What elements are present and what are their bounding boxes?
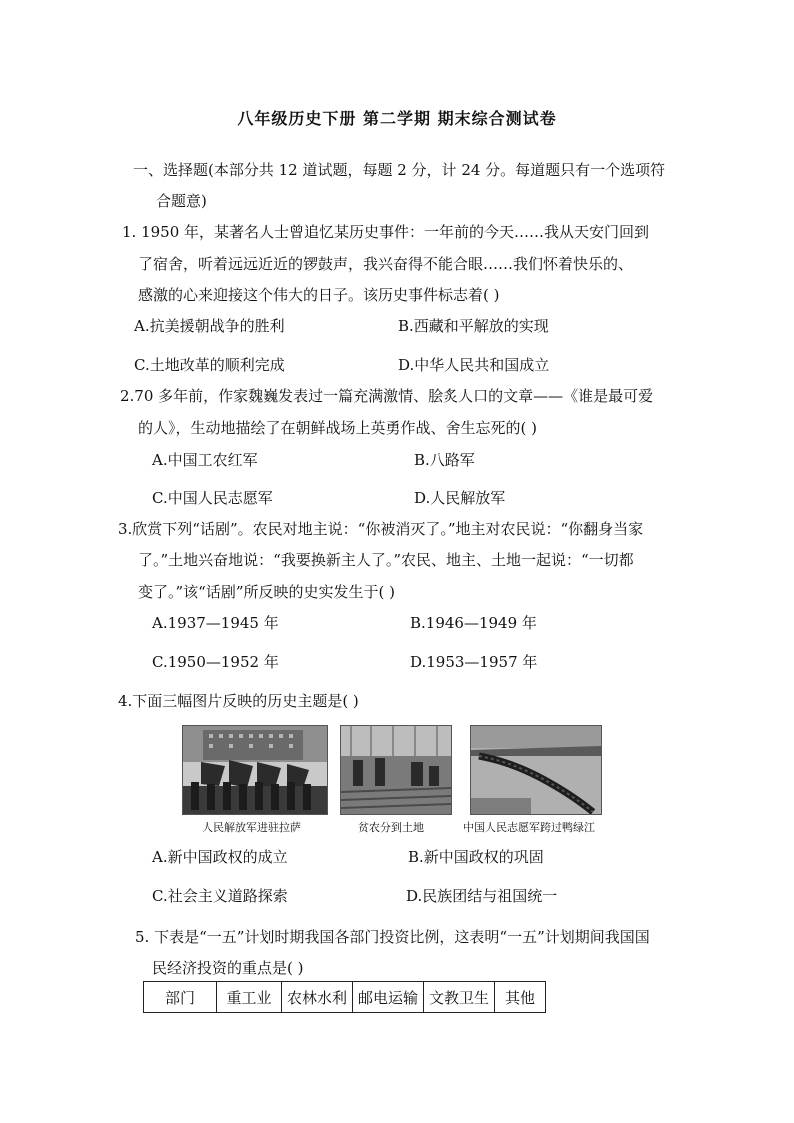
table-header-cell: 其他 bbox=[495, 982, 546, 1013]
photo-caption-1: 人民解放军进驻拉萨 bbox=[202, 821, 301, 834]
photo-caption-3: 中国人民志愿军跨过鸭绿江 bbox=[463, 821, 595, 834]
q2-option-b: B.八路军 bbox=[414, 451, 475, 469]
q1-option-b: B.西藏和平解放的实现 bbox=[398, 317, 549, 335]
q2-option-d: D.人民解放军 bbox=[414, 489, 506, 507]
q3-stem-line2: 了。”土地兴奋地说：“我要换新主人了。”农民、地主、土地一起说：“一切都 bbox=[138, 551, 634, 569]
q2-option-a: A.中国工农红军 bbox=[152, 451, 258, 469]
q4-option-d: D.民族团结与祖国统一 bbox=[406, 887, 558, 905]
q4-option-c: C.社会主义道路探索 bbox=[152, 887, 288, 905]
section-heading-cont: 合题意) bbox=[156, 192, 207, 210]
table-header-cell: 重工业 bbox=[217, 982, 282, 1013]
q3-stem-line1: 3.欣赏下列“话剧”。农民对地主说：“你被消灭了。”地主对农民说：“你翻身当家 bbox=[118, 520, 644, 538]
section-heading: 一、选择题(本部分共 12 道试题，每题 2 分，计 24 分。每道题只有一个选项符 bbox=[133, 161, 666, 179]
q4-option-a: A.新中国政权的成立 bbox=[152, 848, 288, 866]
table-header-cell: 文教卫生 bbox=[424, 982, 495, 1013]
investment-table bbox=[143, 981, 546, 1013]
q5-stem-line2: 民经济投资的重点是( ) bbox=[152, 959, 304, 977]
q1-stem-line1: 1. 1950 年，某著名人士曾追忆某历史事件：一年前的今天……我从天安门回到 bbox=[122, 223, 650, 241]
q1-stem-line2: 了宿舍，听着远远近近的锣鼓声，我兴奋得不能合眼……我们怀着快乐的、 bbox=[138, 255, 634, 273]
q1-stem-line3: 感激的心来迎接这个伟大的日子。该历史事件标志着( ) bbox=[138, 286, 500, 304]
q2-option-c: C.中国人民志愿军 bbox=[152, 489, 273, 507]
photo-peasants-land bbox=[340, 725, 452, 815]
photo-caption-2: 贫农分到土地 bbox=[358, 821, 424, 834]
table-header-cell: 部门 bbox=[144, 982, 217, 1013]
table-header-cell: 农林水利 bbox=[282, 982, 353, 1013]
table-row bbox=[144, 982, 546, 1013]
q3-option-b: B.1946—1949 年 bbox=[410, 614, 537, 632]
q1-option-a: A.抗美援朝战争的胜利 bbox=[134, 317, 285, 335]
q3-option-a: A.1937—1945 年 bbox=[152, 614, 279, 632]
q4-stem-line1: 4.下面三幅图片反映的历史主题是( ) bbox=[118, 692, 359, 710]
photo-pla-lhasa bbox=[182, 725, 328, 815]
q1-option-c: C.土地改革的顺利完成 bbox=[134, 356, 285, 374]
q2-stem-line2: 的人》，生动地描绘了在朝鲜战场上英勇作战、舍生忘死的( ) bbox=[138, 419, 537, 437]
table-header-cell: 邮电运输 bbox=[353, 982, 424, 1013]
q4-photo-strip bbox=[180, 725, 610, 837]
q2-stem-line1: 2.70 多年前，作家魏巍发表过一篇充满激情、脍炙人口的文章——《谁是最可爱 bbox=[120, 387, 654, 405]
q3-option-d: D.1953—1957 年 bbox=[410, 653, 538, 671]
photo-volunteers-yalu bbox=[470, 725, 602, 815]
q1-option-d: D.中华人民共和国成立 bbox=[398, 356, 550, 374]
q4-option-b: B.新中国政权的巩固 bbox=[408, 848, 544, 866]
q5-stem-line1: 5. 下表是“一五”计划时期我国各部门投资比例，这表明“一五”计划期间我国国 bbox=[135, 928, 650, 946]
q3-stem-line3: 变了。”该“话剧”所反映的史实发生于( ) bbox=[138, 583, 395, 601]
exam-title: 八年级历史下册 第二学期 期末综合测试卷 bbox=[237, 109, 557, 128]
q3-option-c: C.1950—1952 年 bbox=[152, 653, 279, 671]
